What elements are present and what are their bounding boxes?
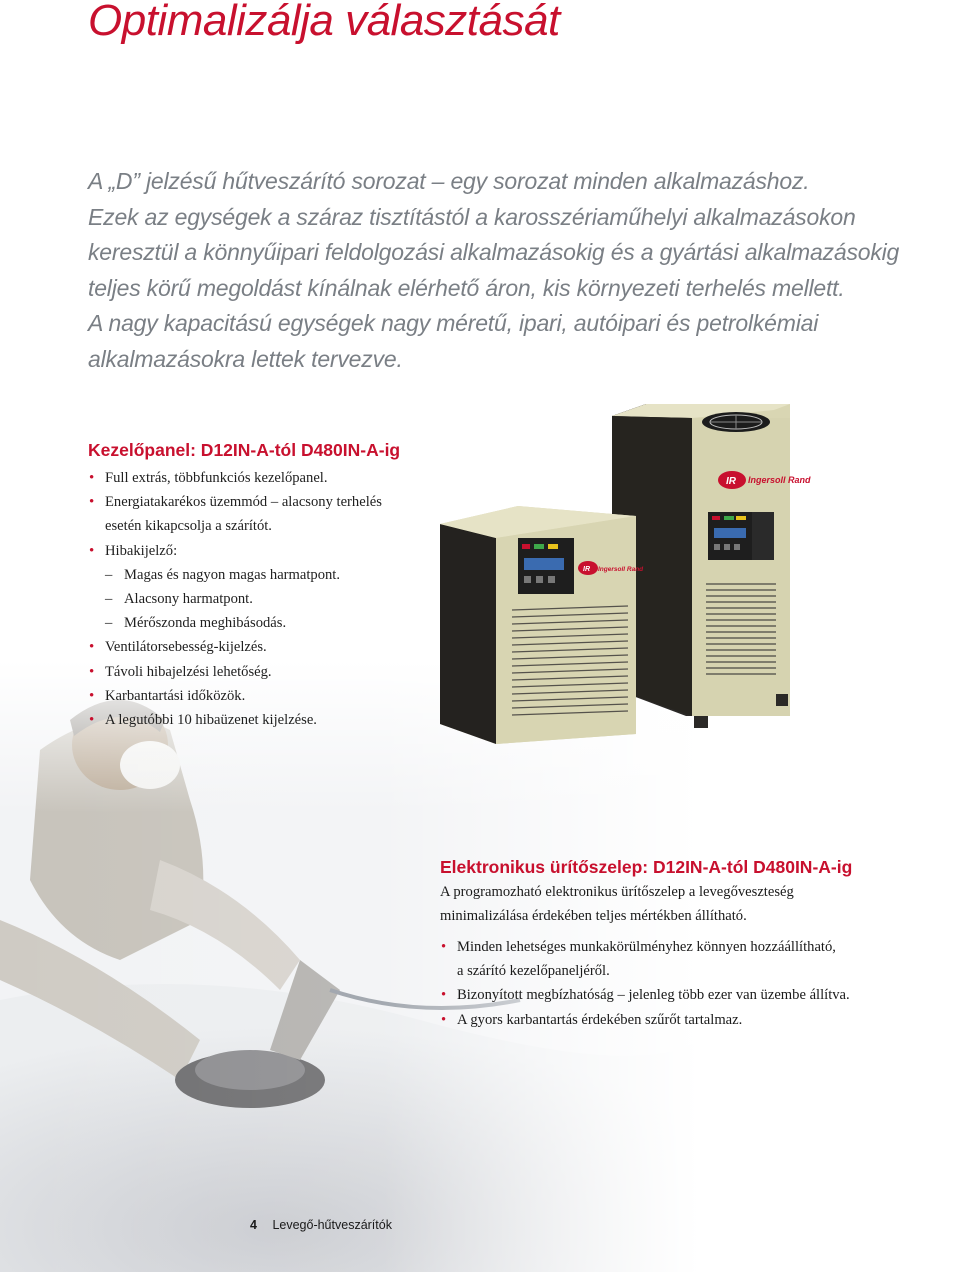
drain-valve-feature-list: [440, 935, 920, 1032]
desc-line: minimalizálása érdekében teljes mértékben állítható.: [440, 908, 747, 925]
intro-line: A „D” jelzésű hűtveszárító sorozat – egy sorozat minden alkalmazáshoz.: [88, 168, 810, 194]
list-item-line: Bizonyított megbízhatóság – jelenleg több ezer van üzembe állítva.: [457, 987, 850, 1004]
brand-logo-small: Ingersoll Rand: [598, 566, 644, 573]
list-subitem: – Magas és nagyon magas harmatpont.: [88, 563, 448, 587]
intro-line: A nagy kapacitású egységek nagy méretű, ipari, autóipari és petrolkémiai: [88, 310, 819, 336]
list-item: [440, 935, 920, 983]
page-title: Optimalizálja választását: [88, 0, 560, 45]
list-item: esetén kikapcsolja a szárítót.: [105, 518, 272, 535]
list-item: • Távoli hibajelzési lehetőség.: [88, 660, 448, 684]
list-item: • Full extrás, többfunkciós kezelőpanel.: [88, 466, 448, 490]
list-item: • Energiatakarékos üzemmód – alacsony terhelés: [88, 490, 448, 514]
control-panel-feature-list: [88, 466, 448, 732]
ir-logo-mark: IR: [726, 476, 736, 487]
intro-line: Ezek az egységek a száraz tisztítástól a karosszériaműhelyi alkalmazásokon: [88, 203, 856, 230]
brand-logo-large: Ingersoll Rand: [748, 475, 811, 485]
page-footer: [250, 1218, 392, 1232]
intro-line: teljes körű megoldást kínálnak elérhető áron, kis környezeti terhelés mellett.: [88, 274, 845, 301]
list-item: [440, 983, 920, 1007]
intro-line: keresztül a könnyűipari feldolgozási alkalmazásokig és a gyártási alkalmazásokig: [88, 239, 900, 265]
intro-line: alkalmazásokra lettek tervezve.: [88, 345, 403, 372]
drain-valve-description: [440, 880, 910, 928]
small-dryer-unit: [440, 506, 644, 744]
list-item-line: a szárító kezelőpaneljéről.: [457, 963, 610, 980]
list-item: • Karbantartási időközök.: [88, 684, 448, 708]
control-panel-heading: Kezelőpanel: D12IN-A-tól D480IN-A-ig: [88, 440, 401, 460]
drain-valve-heading: Elektronikus ürítőszelep: D12IN-A-tól D480IN-A-ig: [440, 857, 853, 877]
list-item: • A legutóbbi 10 hibaüzenet kijelzése.: [88, 708, 448, 732]
intro-paragraph: [88, 164, 938, 377]
list-item: [440, 1008, 920, 1032]
desc-line: A programozható elektronikus ürítőszelep a levegőveszteség: [440, 884, 794, 900]
list-subitem: – Mérőszonda meghibásodás.: [88, 611, 448, 635]
list-item: • Ventilátorsebesség-kijelzés.: [88, 635, 448, 659]
dryer-products-image: [436, 404, 960, 744]
list-item: • Hibakijelző:: [88, 539, 448, 563]
ir-logo-mark-small: IR: [583, 566, 590, 573]
list-item-line: A gyors karbantartás érdekében szűrőt tartalmaz.: [457, 1011, 743, 1028]
page-number: 4: [250, 1218, 257, 1232]
list-subitem: – Alacsony harmatpont.: [88, 587, 448, 611]
list-item-line: Minden lehetséges munkakörülményhez könnyen hozzáállítható,: [457, 939, 836, 955]
footer-section-label: Levegő-hűtveszárítók: [272, 1218, 392, 1232]
